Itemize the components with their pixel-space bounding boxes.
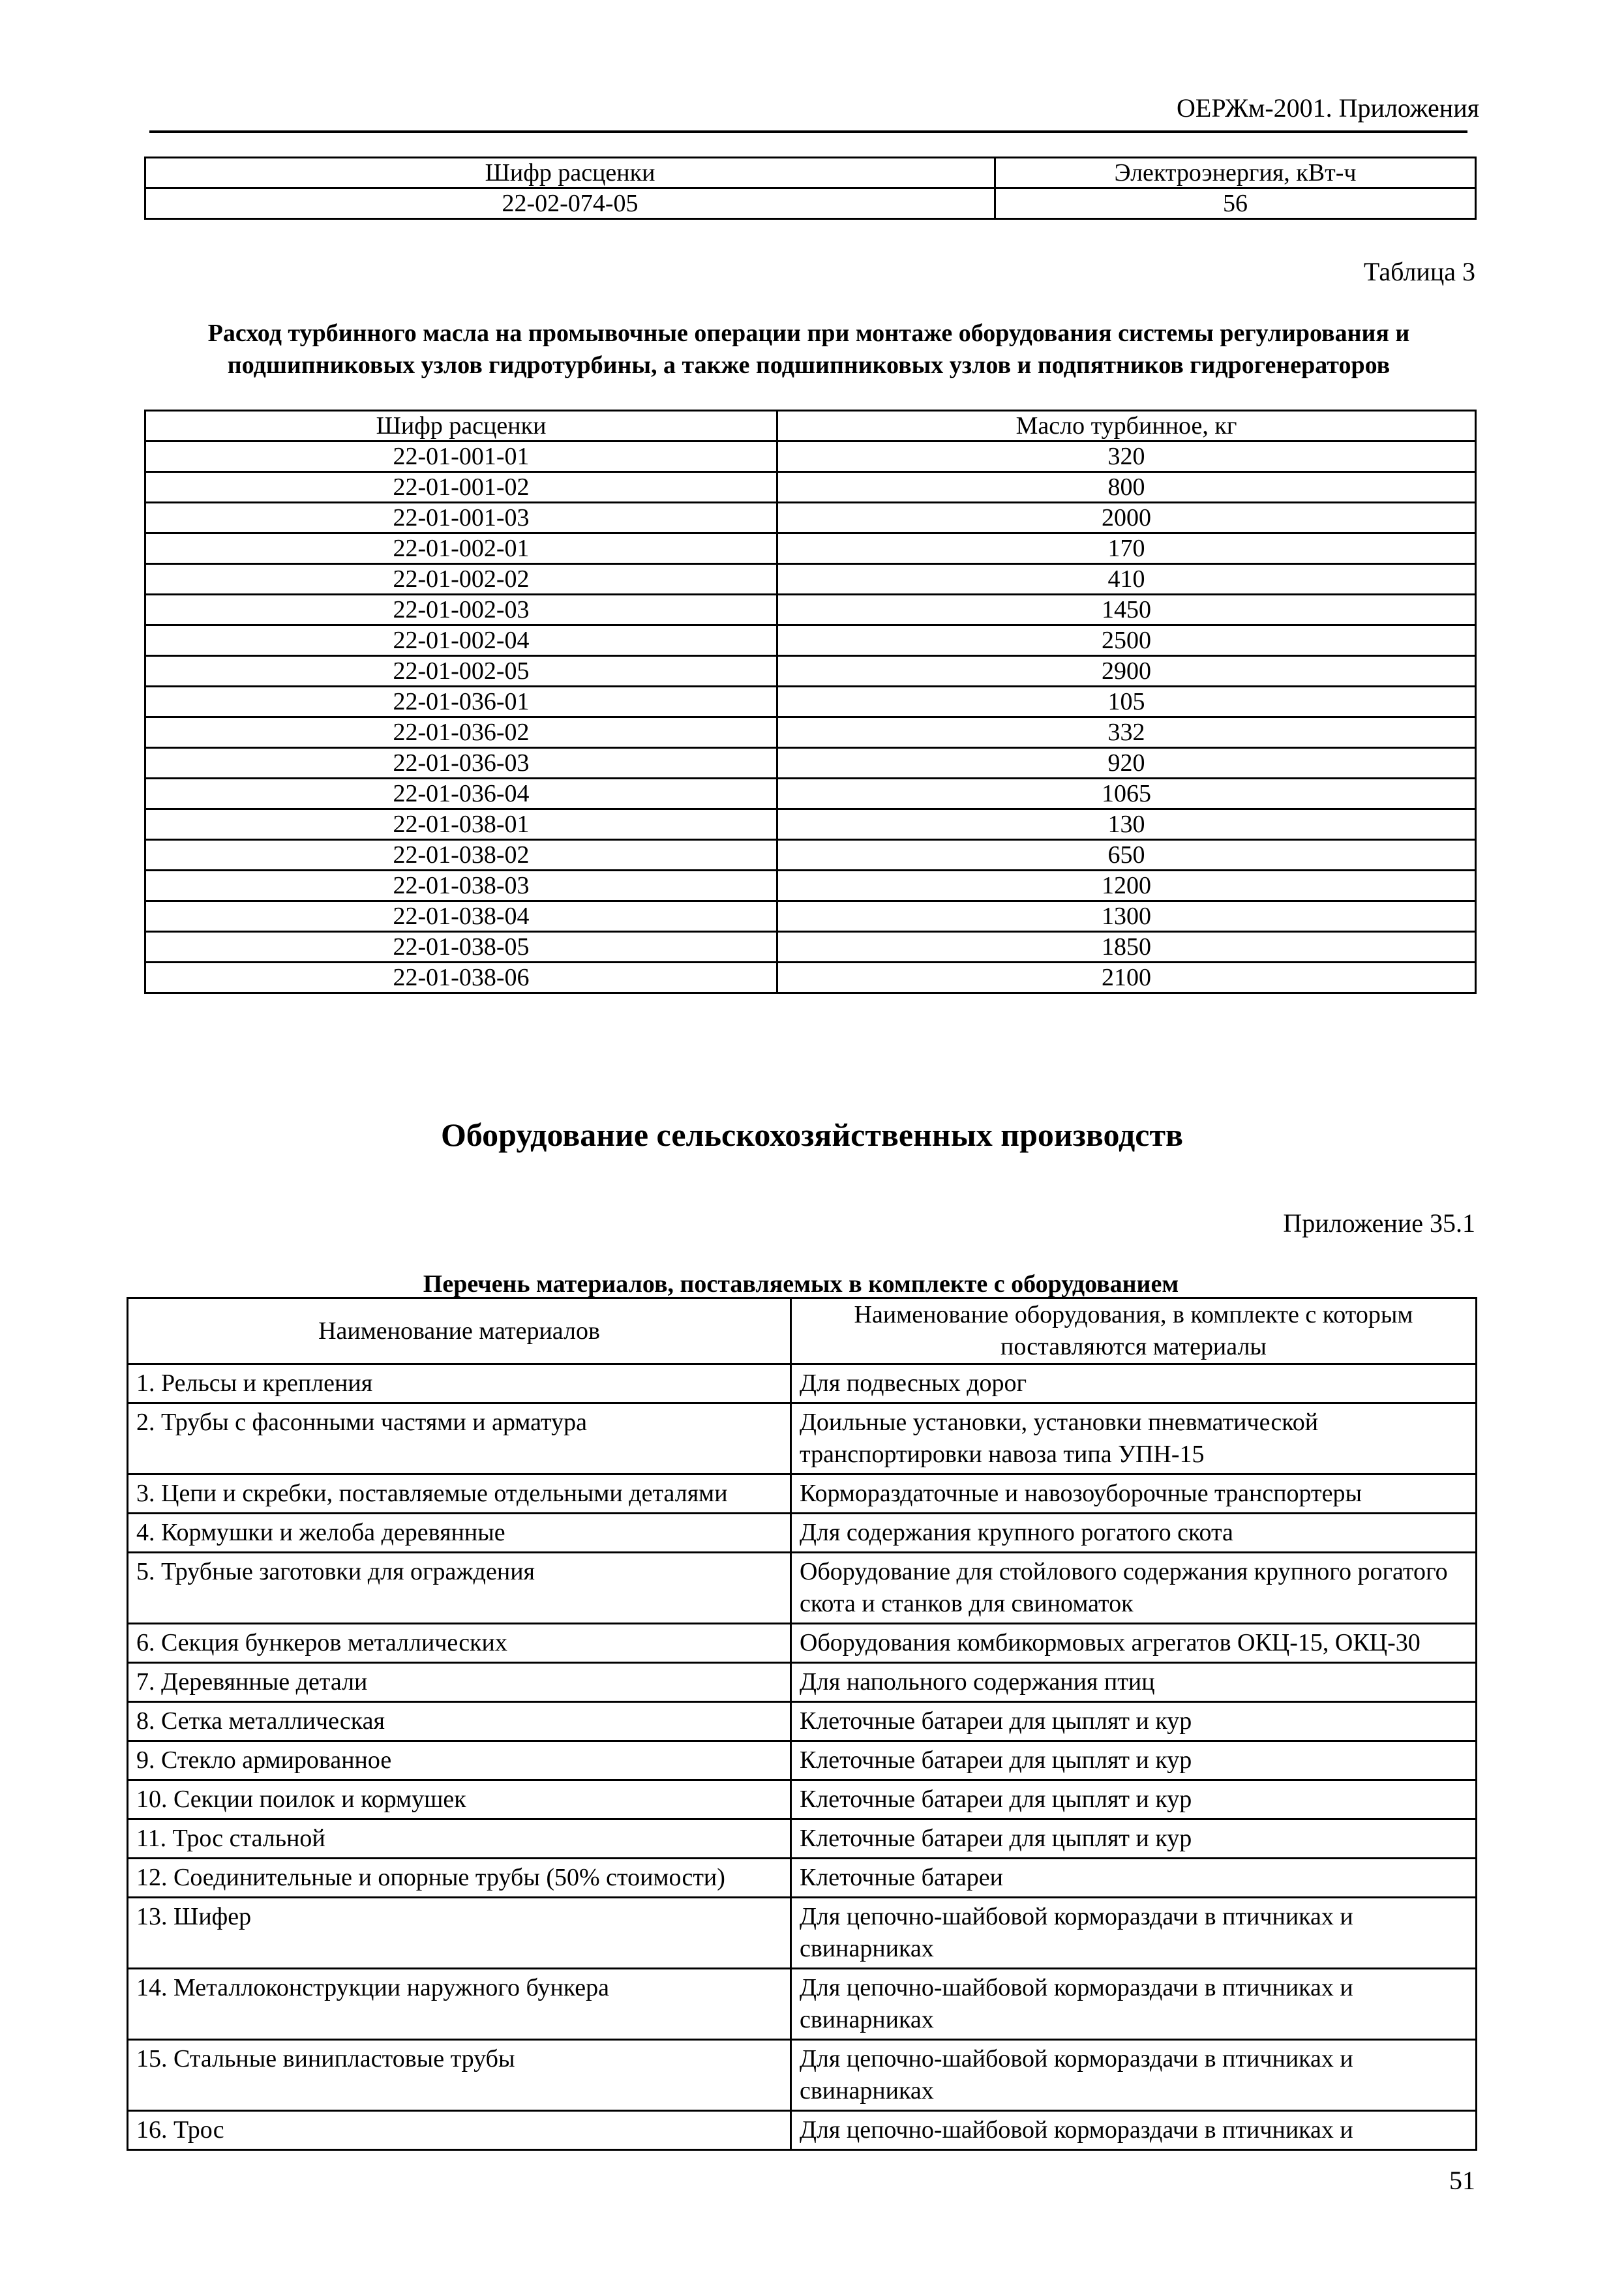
table-row	[145, 503, 1476, 533]
rate-code-cell: 22-01-002-05	[145, 656, 777, 687]
equipment-name-cell: Клеточные батареи	[791, 1859, 1477, 1898]
table-row	[145, 656, 1476, 687]
table-row	[128, 1474, 1477, 1514]
table-row	[145, 472, 1476, 503]
table-row	[145, 188, 1476, 219]
rate-code-cell: 22-01-002-01	[145, 533, 777, 564]
table-row	[128, 2040, 1477, 2111]
oil-amount-cell: 1065	[777, 779, 1476, 809]
oil-amount-cell: 1450	[777, 595, 1476, 625]
electricity-table	[144, 157, 1477, 220]
oil-amount-cell: 332	[777, 717, 1476, 748]
column-header: Шифр расценки	[145, 411, 777, 441]
column-header: Электроэнергия, кВт-ч	[995, 158, 1476, 188]
table-header-row	[145, 411, 1476, 441]
table-row	[145, 441, 1476, 472]
column-header: Наименование материалов	[128, 1298, 791, 1364]
oil-amount-cell: 2500	[777, 625, 1476, 656]
table-row	[145, 564, 1476, 595]
table-row	[145, 717, 1476, 748]
equipment-name-cell: Для цепочно-шайбовой кормораздачи в птичниках и свинарниках	[791, 2040, 1477, 2111]
table-row	[128, 1741, 1477, 1780]
rate-code-cell: 22-01-038-05	[145, 932, 777, 963]
equipment-name-cell: Для цепочно-шайбовой кормораздачи в птичниках и	[791, 2111, 1477, 2150]
oil-amount-cell: 650	[777, 840, 1476, 871]
table-row	[128, 1859, 1477, 1898]
rate-code-cell: 22-01-002-03	[145, 595, 777, 625]
material-name-cell: 3. Цепи и скребки, поставляемые отдельными деталями	[128, 1474, 791, 1514]
oil-amount-cell: 2900	[777, 656, 1476, 687]
equipment-name-cell: Клеточные батареи для цыплят и кур	[791, 1780, 1477, 1819]
equipment-name-cell: Оборудование для стойлового содержания крупного рогатого скота и станков для свиноматок	[791, 1553, 1477, 1624]
rate-code-cell: 22-01-036-04	[145, 779, 777, 809]
table-row	[128, 1403, 1477, 1474]
oil-amount-cell: 800	[777, 472, 1476, 503]
table-row	[128, 1819, 1477, 1859]
table-row	[145, 809, 1476, 840]
oil-amount-cell: 2100	[777, 963, 1476, 993]
material-name-cell: 12. Соединительные и опорные трубы (50% стоимости)	[128, 1859, 791, 1898]
table-row	[128, 1702, 1477, 1741]
table-row	[145, 625, 1476, 656]
table-row	[145, 871, 1476, 901]
table-header-row	[128, 1298, 1477, 1364]
material-name-cell: 11. Трос стальной	[128, 1819, 791, 1859]
material-name-cell: 16. Трос	[128, 2111, 791, 2150]
material-name-cell: 10. Секции поилок и кормушек	[128, 1780, 791, 1819]
material-name-cell: 8. Сетка металлическая	[128, 1702, 791, 1741]
table-row	[145, 840, 1476, 871]
rate-code-cell: 22-01-001-03	[145, 503, 777, 533]
material-name-cell: 4. Кормушки и желоба деревянные	[128, 1514, 791, 1553]
rate-code-cell: 22-01-038-04	[145, 901, 777, 932]
rate-code-cell: 22-01-038-01	[145, 809, 777, 840]
appendix-label: Приложение 35.1	[1283, 1208, 1475, 1238]
equipment-name-cell: Для подвесных дорог	[791, 1364, 1477, 1403]
table-row	[145, 687, 1476, 717]
equipment-name-cell: Клеточные батареи для цыплят и кур	[791, 1741, 1477, 1780]
material-name-cell: 1. Рельсы и крепления	[128, 1364, 791, 1403]
table-row	[145, 901, 1476, 932]
column-header: Наименование оборудования, в комплекте с которым поставляются материалы	[791, 1298, 1477, 1364]
table-row	[145, 779, 1476, 809]
oil-amount-cell: 170	[777, 533, 1476, 564]
oil-amount-cell: 2000	[777, 503, 1476, 533]
equipment-name-cell: Доильные установки, установки пневматической транспортировки навоза типа УПН-15	[791, 1403, 1477, 1474]
table-row	[145, 533, 1476, 564]
table-row	[128, 1780, 1477, 1819]
oil-amount-cell: 130	[777, 809, 1476, 840]
equipment-name-cell: Клеточные батареи для цыплят и кур	[791, 1819, 1477, 1859]
material-name-cell: 15. Стальные винипластовые трубы	[128, 2040, 791, 2111]
equipment-name-cell: Для напольного содержания птиц	[791, 1663, 1477, 1702]
table-row	[128, 1514, 1477, 1553]
page-number: 51	[1449, 2166, 1475, 2195]
oil-amount-cell: 1300	[777, 901, 1476, 932]
equipment-name-cell: Для цепочно-шайбовой кормораздачи в птичниках и свинарниках	[791, 1898, 1477, 1969]
column-header: Масло турбинное, кг	[777, 411, 1476, 441]
table-label: Таблица 3	[1363, 257, 1475, 286]
material-name-cell: 6. Секция бункеров металлических	[128, 1624, 791, 1663]
material-name-cell: 13. Шифер	[128, 1898, 791, 1969]
material-name-cell: 9. Стекло армированное	[128, 1741, 791, 1780]
rate-code-cell: 22-01-038-06	[145, 963, 777, 993]
table-row	[128, 1624, 1477, 1663]
oil-amount-cell: 410	[777, 564, 1476, 595]
table-title: Расход турбинного масла на промывочные операции при монтаже оборудования системы регулирования и подшипниковых узлов гидротурбины, а также подшипниковых узлов и подпятников гидрогенераторов	[207, 320, 1410, 379]
rate-code-cell: 22-01-038-03	[145, 871, 777, 901]
equipment-name-cell: Кормораздаточные и навозоуборочные транспортеры	[791, 1474, 1477, 1514]
material-name-cell: 14. Металлоконструкции наружного бункера	[128, 1969, 791, 2040]
rate-code-cell: 22-01-036-03	[145, 748, 777, 779]
rate-code-cell: 22-01-001-02	[145, 472, 777, 503]
equipment-name-cell: Для цепочно-шайбовой кормораздачи в птичниках и свинарниках	[791, 1969, 1477, 2040]
table-row	[128, 2111, 1477, 2150]
rate-code-cell: 22-01-002-02	[145, 564, 777, 595]
rate-code-cell: 22-01-036-02	[145, 717, 777, 748]
material-name-cell: 7. Деревянные детали	[128, 1663, 791, 1702]
table-row	[128, 1364, 1477, 1403]
table-row	[128, 1663, 1477, 1702]
list-title: Перечень материалов, поставляемых в комплекте с оборудованием	[423, 1270, 1179, 1298]
header-rule	[149, 130, 1467, 133]
table-row	[128, 1898, 1477, 1969]
oil-amount-cell: 105	[777, 687, 1476, 717]
table-row	[145, 932, 1476, 963]
table-row	[145, 963, 1476, 993]
section-title: Оборудование сельскохозяйственных производств	[440, 1116, 1184, 1153]
materials-table	[127, 1297, 1477, 2151]
table-row	[128, 1553, 1477, 1624]
table-row	[145, 748, 1476, 779]
equipment-name-cell: Оборудования комбикормовых агрегатов ОКЦ-15, ОКЦ-30	[791, 1624, 1477, 1663]
table-header-row	[145, 158, 1476, 188]
oil-amount-cell: 1850	[777, 932, 1476, 963]
column-header: Шифр расценки	[145, 158, 995, 188]
oil-amount-cell: 1200	[777, 871, 1476, 901]
equipment-name-cell: Клеточные батареи для цыплят и кур	[791, 1702, 1477, 1741]
turbine-oil-table	[144, 410, 1477, 994]
material-name-cell: 2. Трубы с фасонными частями и арматура	[128, 1403, 791, 1474]
running-header: ОЕРЖм-2001. Приложения	[1177, 93, 1479, 123]
oil-amount-cell: 920	[777, 748, 1476, 779]
material-name-cell: 5. Трубные заготовки для ограждения	[128, 1553, 791, 1624]
oil-amount-cell: 320	[777, 441, 1476, 472]
equipment-name-cell: Для содержания крупного рогатого скота	[791, 1514, 1477, 1553]
table-row	[128, 1969, 1477, 2040]
rate-code-cell: 22-02-074-05	[145, 188, 995, 219]
rate-code-cell: 22-01-001-01	[145, 441, 777, 472]
value-cell: 56	[995, 188, 1476, 219]
rate-code-cell: 22-01-002-04	[145, 625, 777, 656]
rate-code-cell: 22-01-038-02	[145, 840, 777, 871]
rate-code-cell: 22-01-036-01	[145, 687, 777, 717]
table-row	[145, 595, 1476, 625]
